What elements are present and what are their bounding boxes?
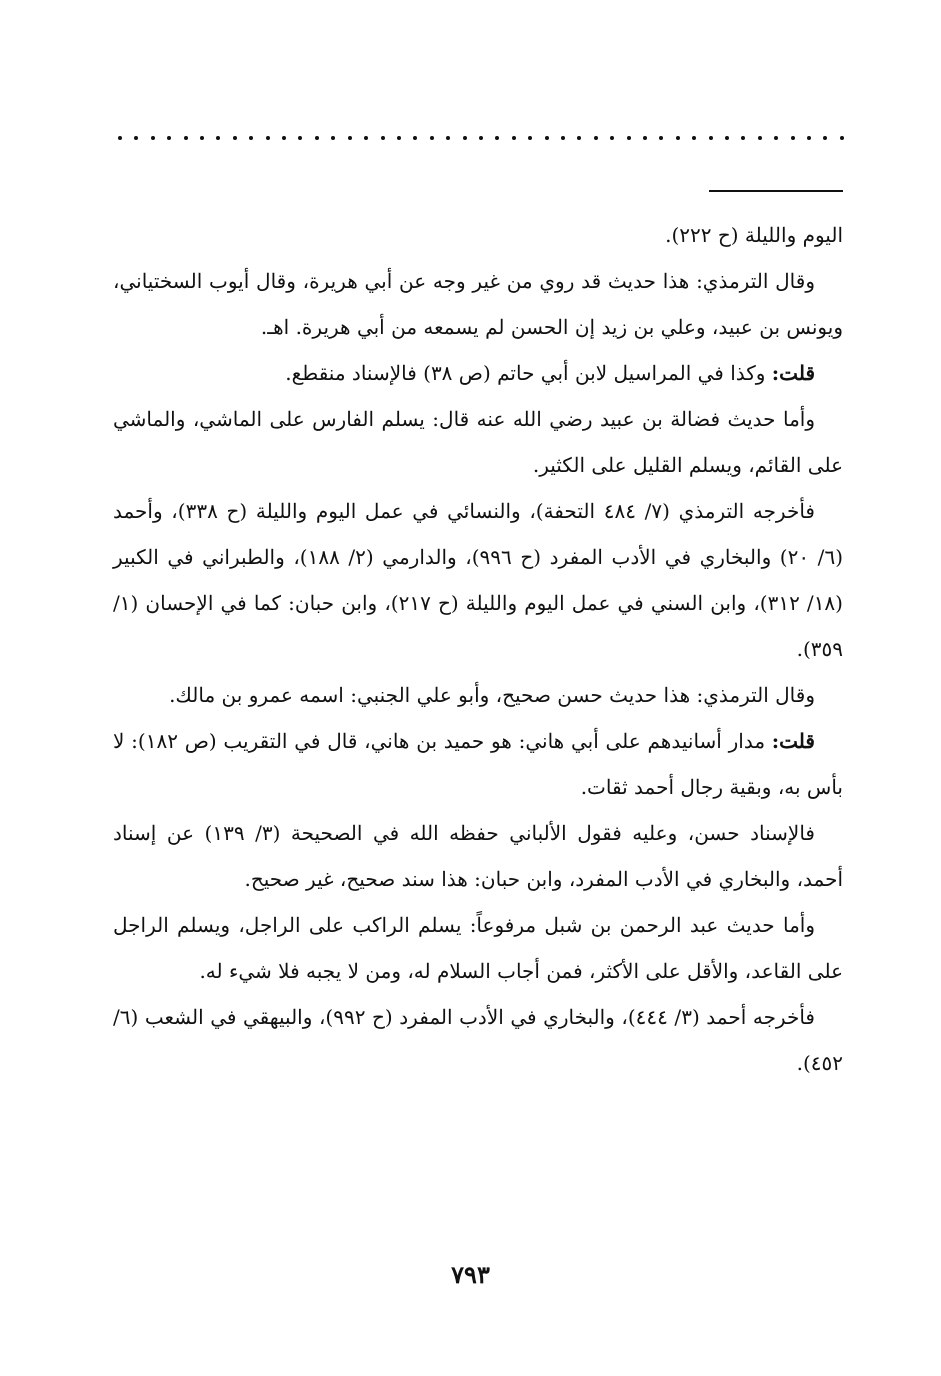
paragraph-body: اليوم والليلة (ح ٢٢٢). bbox=[665, 223, 843, 247]
paragraph-9 bbox=[113, 902, 843, 994]
paragraph-4 bbox=[113, 396, 843, 488]
paragraph-body: فالإسناد حسن، وعليه فقول الألباني حفظه الله في الصحيحة (٣/ ١٣٩) عن إسناد أحمد، والبخاري في الأدب المفرد، وابن حبان: هذا سند صحيح، غير صحيح. bbox=[113, 821, 843, 891]
footnote-text bbox=[113, 212, 843, 1086]
paragraph-lead: قلت: bbox=[771, 361, 815, 385]
paragraph-body: فأخرجه الترمذي (٧/ ٤٨٤ التحفة)، والنسائي في عمل اليوم والليلة (ح ٣٣٨)، وأحمد (٦/ ٢٠) والبخاري في الأدب المفرد (ح ٩٩٦)، والدارمي (٢/ ١٨٨)، والطبراني في الكبير (١٨/ ٣١٢)، وابن السني في عمل اليوم والليلة (ح ٢١٧)، وابن حبان: كما في الإحسان (١/ ٣٥٩). bbox=[113, 499, 843, 661]
paragraph-10 bbox=[113, 994, 843, 1086]
paragraph-body: مدار أسانيدهم على أبي هاني: هو حميد بن هاني، قال في التقريب (ص ١٨٢): لا بأس به، وبقية رجال أحمد ثقات. bbox=[113, 729, 843, 799]
paragraph-3 bbox=[113, 350, 843, 396]
paragraph-2 bbox=[113, 258, 843, 350]
footnote-rule bbox=[709, 190, 843, 192]
paragraph-1 bbox=[113, 212, 843, 258]
paragraph-6 bbox=[113, 672, 843, 718]
paragraph-body: وقال الترمذي: هذا حديث قد روي من غير وجه عن أبي هريرة، وقال أيوب السختياني، ويونس بن عبيد، وعلي بن زيد إن الحسن لم يسمعه من أبي هريرة. اهـ. bbox=[113, 269, 843, 339]
paragraph-body: وأما حديث فضالة بن عبيد رضي الله عنه قال: يسلم الفارس على الماشي، والماشي على القائم، ويسلم القليل على الكثير. bbox=[113, 407, 843, 477]
paragraph-body: فأخرجه أحمد (٣/ ٤٤٤)، والبخاري في الأدب المفرد (ح ٩٩٢)، والبيهقي في الشعب (٦/ ٤٥٢). bbox=[113, 1005, 843, 1075]
paragraph-8 bbox=[113, 810, 843, 902]
paragraph-body: وقال الترمذي: هذا حديث حسن صحيح، وأبو علي الجنبي: اسمه عمرو بن مالك. bbox=[169, 683, 815, 707]
paragraph-7 bbox=[113, 718, 843, 810]
dotted-separator bbox=[118, 128, 844, 148]
page-number: ٧٩٣ bbox=[451, 1260, 490, 1289]
paragraph-5 bbox=[113, 488, 843, 672]
paragraph-body: وأما حديث عبد الرحمن بن شبل مرفوعاً: يسلم الراكب على الراجل، ويسلم الراجل على القاعد، والأقل على الأكثر، فمن أجاب السلام له، ومن لا يجبه فلا شيء له. bbox=[113, 913, 843, 983]
paragraph-lead: قلت: bbox=[771, 729, 815, 753]
paragraph-body: وكذا في المراسيل لابن أبي حاتم (ص ٣٨) فالإسناد منقطع. bbox=[285, 361, 772, 385]
